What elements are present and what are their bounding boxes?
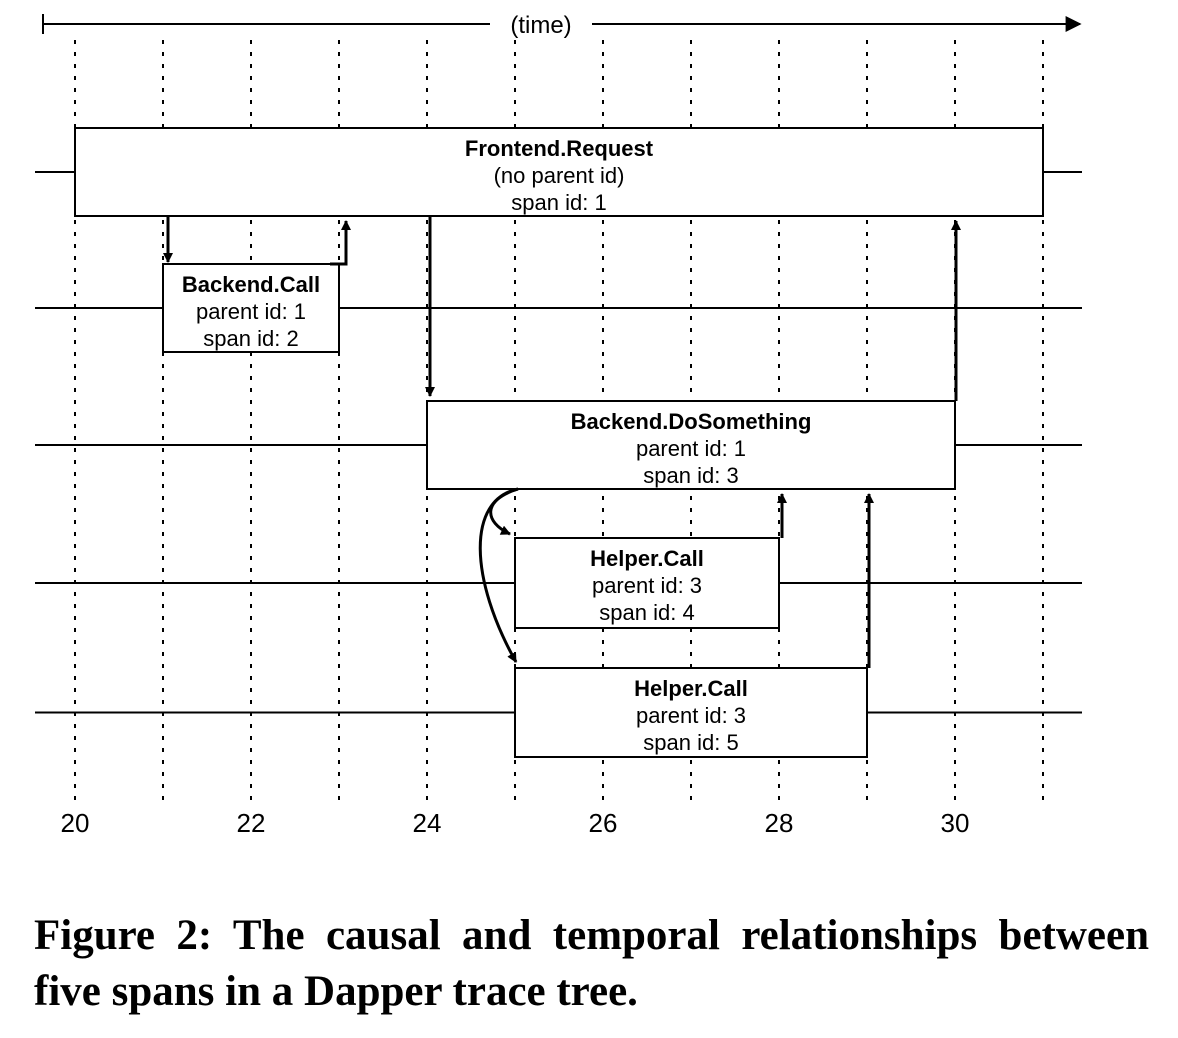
span-box: [75, 128, 1043, 216]
time-axis-title: (time): [510, 12, 572, 39]
span-box: [427, 401, 955, 489]
span-box: [515, 538, 779, 628]
time-tick-label: 28: [764, 808, 794, 838]
figure-caption: Figure 2: The causal and temporal relationships between five spans in a Dapper trace tree.: [34, 912, 1149, 1015]
span-parent-id: parent id: 1: [635, 436, 747, 461]
span-name: Helper.Call: [634, 676, 748, 701]
span-parent-id: parent id: 3: [591, 573, 703, 598]
span-name: Frontend.Request: [464, 136, 654, 161]
span-box: [163, 264, 339, 352]
arrow-dosomething-to-helper-5: [480, 489, 518, 662]
time-axis: [43, 12, 1080, 39]
span-boxes: [75, 128, 1043, 757]
span-id: span id: 3: [643, 463, 739, 488]
span-name: Helper.Call: [590, 546, 704, 571]
time-tick-label: 26: [588, 808, 618, 838]
span-name: Backend.Call: [181, 272, 321, 297]
time-tick-label: 20: [60, 808, 90, 838]
time-tick-label: 24: [412, 808, 442, 838]
span-id: span id: 5: [643, 730, 739, 755]
time-tick-label: 30: [940, 808, 970, 838]
span-parent-id: parent id: 1: [195, 299, 307, 324]
time-tick-label: 22: [236, 808, 266, 838]
span-id: span id: 4: [599, 600, 695, 625]
span-parent-id: parent id: 3: [635, 703, 747, 728]
span-id: span id: 2: [203, 326, 299, 351]
time-tick-labels: [61, 808, 970, 838]
span-parent-id: (no parent id): [493, 163, 625, 188]
span-name: Backend.DoSomething: [570, 409, 812, 434]
span-box: [515, 668, 867, 757]
span-id: span id: 1: [511, 190, 607, 215]
